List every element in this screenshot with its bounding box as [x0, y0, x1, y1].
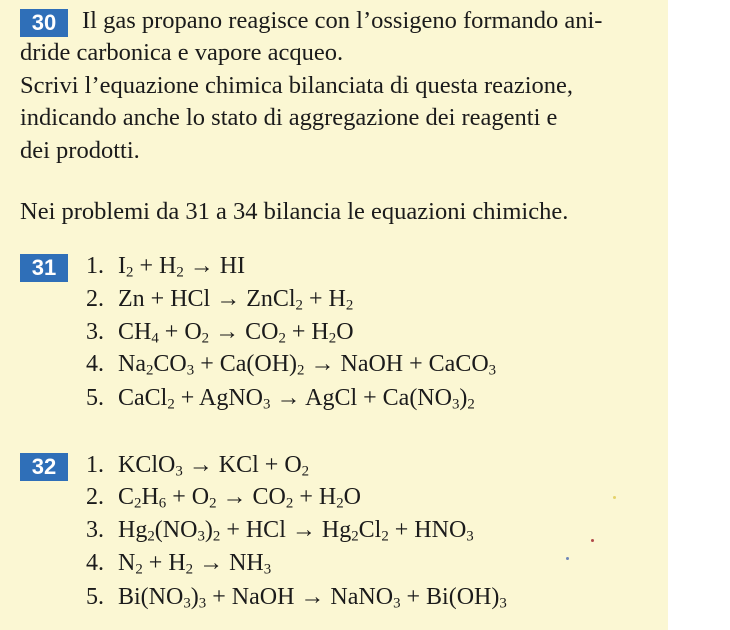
- problem32-equation-2: [86, 481, 361, 513]
- problem-30-line-5: dei prodotti.: [20, 137, 140, 164]
- equation-number: 1.: [86, 253, 104, 279]
- equation-number: 4.: [86, 550, 104, 576]
- equation-number: 3.: [86, 319, 104, 345]
- scan-speck: [613, 496, 616, 499]
- equation-formula: $CH_4 + O_2 \to CO_2 + H_2O$: [118, 319, 354, 347]
- problem-31-badge: 31: [20, 254, 68, 282]
- problem32-equation-3: [86, 514, 474, 546]
- equation-number: 2.: [86, 484, 104, 510]
- problem-30-line-3: Scrivi l’equazione chimica bilanciata di questa reazione,: [20, 72, 574, 99]
- problem32-equation-1: [86, 449, 309, 481]
- equation-formula: Zn + HCl → ZnCl$_2$ + $H_2$: [118, 286, 354, 314]
- scan-speck: [591, 539, 594, 542]
- problem31-equation-2: [86, 283, 353, 315]
- equation-number: 1.: [86, 452, 104, 478]
- equation-formula: $Hg_2(NO_3)_2$ + HCl → $Hg_2Cl_2 + HNO_3$: [118, 517, 474, 545]
- problem-30-line-4: indicando anche lo stato di aggregazione dei reagenti e: [20, 104, 558, 131]
- problem-30-line-2: dride carbonica e vapore acqueo.: [20, 39, 344, 66]
- equation-number: 5.: [86, 385, 104, 411]
- equation-number: 2.: [86, 286, 104, 312]
- equation-formula: $Na_2CO_3 + Ca(OH)_2$ → NaOH + CaCO$_3$: [118, 351, 497, 379]
- equation-formula: $Bi(NO_3)_3$ + NaOH → NaNO$_3$ + $Bi(OH)_3$: [118, 584, 507, 612]
- equation-formula: $I_2 + H_2$ → HI: [118, 253, 246, 281]
- problem-30-badge: 30: [20, 9, 68, 37]
- equation-formula: CaCl$_2$ + AgNO$_3$ → AgCl + $Ca(NO_3)_2$: [118, 385, 475, 413]
- problem31-equation-1: [86, 250, 245, 282]
- scan-speck: [566, 557, 569, 560]
- equation-number: 3.: [86, 517, 104, 543]
- problem-32-badge: 32: [20, 453, 68, 481]
- problem32-equation-4: [86, 547, 271, 579]
- problem32-equation-5: [86, 581, 507, 613]
- equation-number: 4.: [86, 351, 104, 377]
- equation-formula: $N_2 + H_2 \to NH_3$: [118, 550, 272, 578]
- equation-number: 5.: [86, 584, 104, 610]
- problem31-equation-3: [86, 316, 354, 348]
- problem31-equation-4: [86, 348, 496, 380]
- equation-formula: KClO$_3$ → KCl + $O_2$: [118, 452, 310, 480]
- section-intro: Nei problemi da 31 a 34 bilancia le equazioni chimiche.: [20, 198, 569, 225]
- equation-formula: $C_2H_6 + O_2 \to CO_2 + H_2O$: [118, 484, 361, 512]
- problem-30-line-1: Il gas propano reagisce con l’ossigeno formando ani-: [82, 7, 603, 34]
- problem31-equation-5: [86, 382, 475, 414]
